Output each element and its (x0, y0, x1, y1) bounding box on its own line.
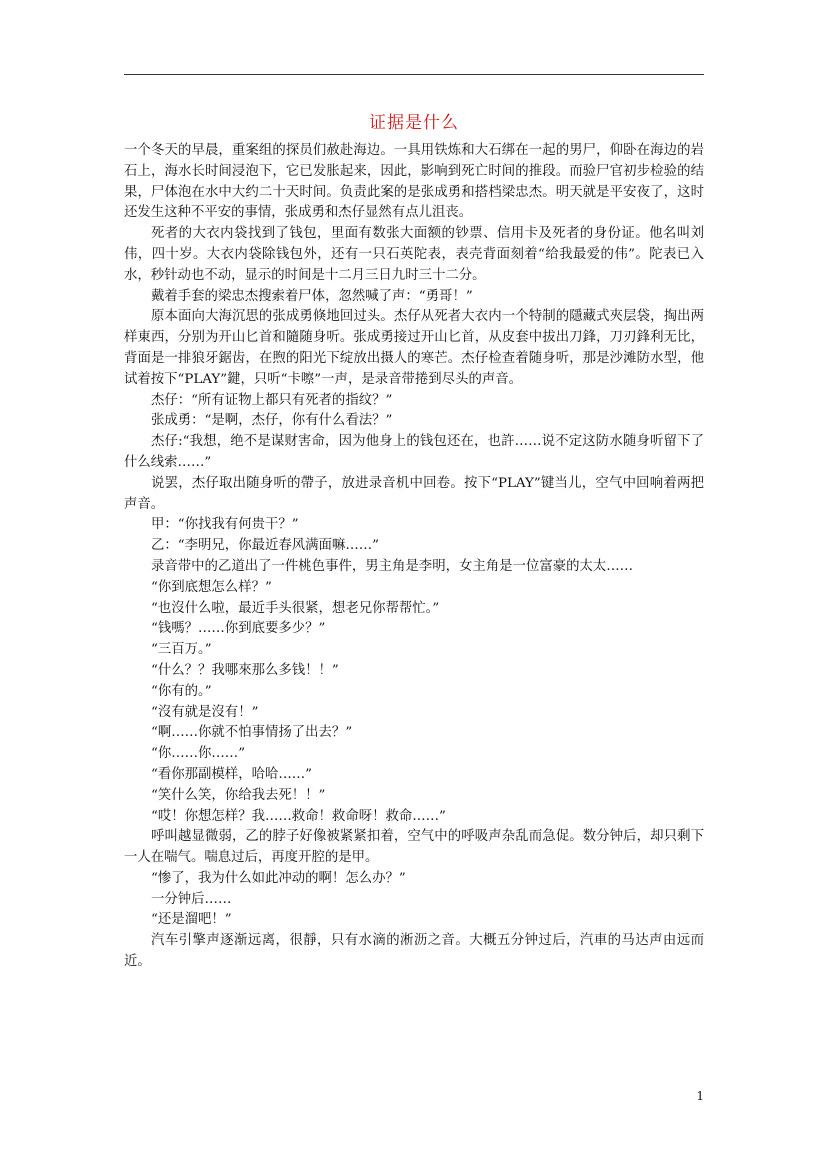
paragraph: 一分钟后…… (151, 891, 232, 907)
paragraph: “三百万。” (151, 642, 212, 658)
paragraph: 张成勇：“是啊，杰仔，你有什么看法？” (151, 413, 393, 429)
paragraph: 原本面向大海沉思的张成勇倏地回过头。杰仔从死者大衣内一个特制的隱藏式夾层袋，掏出两样東西，分别为开山匕首和隨随身听。张成勇接过开山匕首，从皮套中拔出刀鋒，刀刃鋒利无比，背面是一排狼牙鋸齿，在煦的阳光下绽放出摄人的寒芒。杰仔检查着随身听，那是沙滩防水型，他试着按下“PLAY”鍵，只听“卡嚓”一声，是录音带捲到尽头的声音。 (124, 309, 704, 387)
header-rule (124, 74, 704, 75)
page-title: 证据是什么 (369, 113, 459, 133)
paragraph: 乙：“李明兄，你最近春风满面嘛……” (151, 538, 379, 554)
paragraph: 一个冬天的早晨，重案组的探员们赦赴海边。一具用铁炼和大石绑在一起的男尸，仰卧在海边的岩石上，海水长时间浸泡下，它已发胀起来，因此，影响到死亡时间的推段。而验尸官初步检验的结果，尸体泡在水中大约二十天时间。负责此案的是张成勇和搭档梁忠杰。明天就是平安夜了，这时还发生这种不平安的事情，张成勇和杰仔显然有点儿沮丧。 (124, 143, 704, 221)
paragraph: 杰仔：“所有证物上都只有死者的指纹？” (151, 392, 393, 408)
paragraph: “也沒什么啦，最近手头很紧，想老兄你帮帮忙。” (151, 600, 440, 616)
paragraph: “你到底想怎么样？” (151, 579, 272, 595)
paragraph: 说罢，杰仔取出随身听的帶子，放进录音机中回卷。按下“PLAY”键当儿，空气中回响着两把声音。 (124, 475, 704, 512)
paragraph: “你……你……” (151, 746, 246, 762)
paragraph: “还是溜吧！” (151, 912, 232, 928)
paragraph: “笑什么笑，你给我去死！！” (151, 787, 326, 803)
page-number: 1 (696, 1089, 704, 1103)
paragraph: “哎！你想怎样？我……救命！救命呀！救命……” (151, 808, 446, 824)
paragraph: 杰仔:“我想，绝不是谋财害命，因为他身上的钱包还在，也許……说不定这防水随身听留下了什么线索……” (124, 434, 704, 470)
paragraph: “什么？？我哪來那么多钱！！” (151, 662, 339, 678)
paragraph: “啊……你就不怕事情扬了出去？” (151, 725, 353, 741)
paragraph: 呼叫越显微弱，乙的脖子好像被紧紧扣着，空气中的呼吸声杂乱而急促。数分钟后，却只剩下一人在喘气。喘息过后，再度开腔的是甲。 (124, 829, 704, 866)
paragraph: 甲：“你找我有何贵干？” (151, 517, 299, 533)
paragraph: 死者的大衣内袋找到了钱包，里面有数张大面额的钞票、信用卡及死者的身份证。他名叫刘伟，四十岁。大衣内袋除钱包外，还有一只石英陀表，表壳背面刻着“给我最爱的伟”。陀表已入水，秒针动也不动，显示的时间是十二月三日九时三十二分。 (124, 226, 704, 283)
paragraph: 汽车引擎声逐渐远离，很靜，只有水滴的淅沥之音。大概五分钟过后，汽車的马达声由远而近。 (124, 933, 704, 970)
paragraph: 录音带中的乙道出了一件桃色事件，男主角是李明，女主角是一位富豪的太太…… (151, 558, 634, 574)
paragraph: “看你那副模样，哈哈……” (151, 766, 312, 782)
paragraph: “你有的。” (151, 683, 212, 699)
paragraph: “钱嗎？……你到底要多少？” (151, 621, 326, 637)
paragraph: “沒有就是沒有！” (151, 704, 259, 720)
paragraph: “惨了，我为什么如此冲动的啊！怎么办？” (151, 870, 406, 886)
paragraph: 戴着手套的梁忠杰搜索着尸体，忽然喊了声：“勇哥！” (151, 288, 473, 304)
story-body (124, 141, 704, 973)
